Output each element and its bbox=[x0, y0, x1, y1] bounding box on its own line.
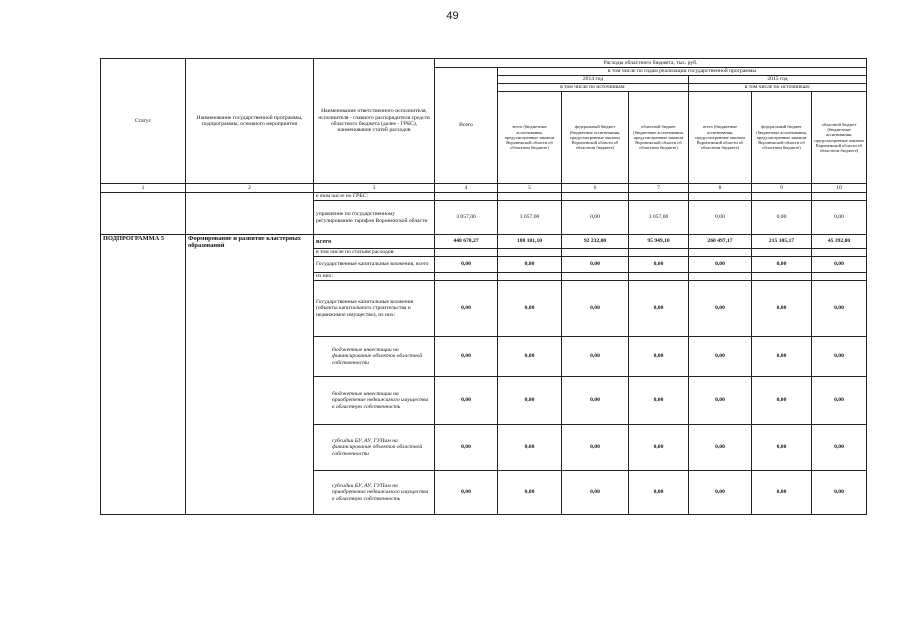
row-label-capital: Государственные капитальные вложения, всего bbox=[314, 257, 435, 273]
value-cell: 0,00 bbox=[689, 257, 752, 273]
value-cell: 0,00 bbox=[498, 471, 562, 515]
value-cell: 0,00 bbox=[498, 425, 562, 471]
header-year-2014: 2014 год bbox=[498, 76, 689, 84]
row-label-subsidy-acquisition: субсидии БУ, АУ, ГУПам на приобретение недвижимого имущества в областную собственность bbox=[314, 471, 435, 515]
value-cell: 0,00 bbox=[629, 337, 689, 377]
value-cell: 0,00 bbox=[435, 425, 498, 471]
value-cell: 0,00 bbox=[752, 377, 812, 425]
value-cell: 95 949,10 bbox=[629, 235, 689, 249]
subprogram-status: ПОДПРОГРАММА 5 bbox=[101, 235, 186, 515]
value-cell: 0,00 bbox=[689, 201, 752, 235]
value-cell: 0,00 bbox=[629, 257, 689, 273]
value-cell: 3 057,00 bbox=[629, 201, 689, 235]
value-cell: 45 392,00 bbox=[812, 235, 867, 249]
header-program-name: Наименование государственной программы, подпрограммы, основного мероприятия bbox=[186, 59, 314, 184]
value-cell: 0,00 bbox=[812, 257, 867, 273]
value-cell: 0,00 bbox=[435, 377, 498, 425]
header-executor: Наименование ответственного исполнителя, исполнителя - главного распорядителя средств областного бюджета (далее - ГРБС), наименование статей расходов bbox=[314, 59, 435, 184]
header-expenses-title: Расходы областного бюджета, тыс. руб. bbox=[435, 59, 867, 68]
col-number: 9 bbox=[752, 184, 812, 193]
budget-table bbox=[100, 58, 867, 515]
header-incl-years: в том числе по годам реализации государственной программы bbox=[498, 68, 867, 76]
value-cell: 0,00 bbox=[562, 425, 629, 471]
value-cell: 0,00 bbox=[689, 337, 752, 377]
column-numbers-row bbox=[101, 184, 867, 193]
value-cell: 0,00 bbox=[812, 471, 867, 515]
header-col6: федеральный бюджет (бюджетные ассигнования, предусмотренные законом Воронежской области об областном бюджете) bbox=[562, 92, 629, 184]
value-cell: 3 057,00 bbox=[435, 201, 498, 235]
col-number: 1 bbox=[101, 184, 186, 193]
value-cell: 0,00 bbox=[562, 257, 629, 273]
value-cell: 0,00 bbox=[562, 201, 629, 235]
header-sources-2015: в том числе по источникам: bbox=[689, 84, 867, 92]
value-cell: 0,00 bbox=[812, 337, 867, 377]
value-cell: 0,00 bbox=[812, 201, 867, 235]
value-cell: 3 057,00 bbox=[498, 201, 562, 235]
value-cell: 92 232,00 bbox=[562, 235, 629, 249]
table-row bbox=[101, 235, 867, 249]
value-cell: 0,00 bbox=[752, 471, 812, 515]
value-cell: 0,00 bbox=[752, 201, 812, 235]
value-cell: 260 497,17 bbox=[689, 235, 752, 249]
value-cell: 448 678,27 bbox=[435, 235, 498, 249]
value-cell: 0,00 bbox=[498, 281, 562, 337]
col-number: 2 bbox=[186, 184, 314, 193]
value-cell: 0,00 bbox=[752, 257, 812, 273]
row-label-tariff: управление по государственному регулированию тарифов Воронежской области bbox=[314, 201, 435, 235]
header-total: Всего bbox=[435, 68, 498, 184]
value-cell: 0,00 bbox=[562, 377, 629, 425]
value-cell: 0,00 bbox=[812, 377, 867, 425]
row-label-total: всего bbox=[314, 235, 435, 249]
row-label-subsidy-financing: субсидии БУ, АУ, ГУПам на финансирование объектов областной собственности bbox=[314, 425, 435, 471]
header-col10: областной бюджет (бюджетные ассигнования, предусмотренные законом Воронежской области об областном бюджете) bbox=[812, 92, 867, 184]
subprogram-name: Формирование и развитие кластерных образований bbox=[186, 235, 314, 515]
value-cell: 0,00 bbox=[689, 425, 752, 471]
col-number: 8 bbox=[689, 184, 752, 193]
value-cell: 0,00 bbox=[562, 337, 629, 377]
header-col5: всего (бюджетные ассигнования, предусмотренные законом Воронежской области об областном бюджете) bbox=[498, 92, 562, 184]
value-cell: 0,00 bbox=[435, 471, 498, 515]
header-col9: федеральный бюджет (бюджетные ассигнования, предусмотренные законом Воронежской области об областном бюджете) bbox=[752, 92, 812, 184]
col-number: 10 bbox=[812, 184, 867, 193]
header-col7: областной бюджет (бюджетные ассигнования, предусмотренные законом Воронежской области об областном бюджете) bbox=[629, 92, 689, 184]
value-cell: 0,00 bbox=[752, 337, 812, 377]
value-cell: 0,00 bbox=[689, 281, 752, 337]
col-number: 4 bbox=[435, 184, 498, 193]
row-label-budget-invest-acquisition: бюджетные инвестиции на приобретение недвижимого имущества в областную собственность bbox=[314, 377, 435, 425]
value-cell: 0,00 bbox=[812, 425, 867, 471]
value-cell: 0,00 bbox=[498, 257, 562, 273]
row-label-capital-objects: Государственные капитальные вложения (объекты капитального строительства и недвижимое имущество), из них: bbox=[314, 281, 435, 337]
value-cell: 0,00 bbox=[812, 281, 867, 337]
value-cell: 0,00 bbox=[562, 281, 629, 337]
col-number: 3 bbox=[314, 184, 435, 193]
value-cell: 215 105,17 bbox=[752, 235, 812, 249]
value-cell: 0,00 bbox=[689, 471, 752, 515]
header-year-2015: 2015 год bbox=[689, 76, 867, 84]
header-status: Статус bbox=[101, 59, 186, 184]
header-sources-2014: в том числе по источникам: bbox=[498, 84, 689, 92]
col-number: 7 bbox=[629, 184, 689, 193]
value-cell: 0,00 bbox=[629, 281, 689, 337]
value-cell: 0,00 bbox=[689, 377, 752, 425]
value-cell: 0,00 bbox=[435, 257, 498, 273]
value-cell: 0,00 bbox=[435, 281, 498, 337]
value-cell: 0,00 bbox=[752, 425, 812, 471]
value-cell: 0,00 bbox=[435, 337, 498, 377]
value-cell: 0,00 bbox=[629, 425, 689, 471]
col-number: 6 bbox=[562, 184, 629, 193]
of-them-label: из них: bbox=[314, 273, 435, 281]
grbs-label: в том числе по ГРБС: bbox=[314, 193, 435, 201]
row-label-budget-invest-financing: бюджетные инвестиции на финансирование объектов областной собственности bbox=[314, 337, 435, 377]
header-col8: всего (бюджетные ассигнования, предусмотренные законом Воронежской области об областном бюджете) bbox=[689, 92, 752, 184]
value-cell: 188 181,10 bbox=[498, 235, 562, 249]
articles-label: в том числе по статьям расходов: bbox=[314, 249, 435, 257]
value-cell: 0,00 bbox=[562, 471, 629, 515]
value-cell: 0,00 bbox=[629, 471, 689, 515]
value-cell: 0,00 bbox=[498, 377, 562, 425]
page-number: 49 bbox=[446, 10, 459, 22]
col-number: 5 bbox=[498, 184, 562, 193]
value-cell: 0,00 bbox=[498, 337, 562, 377]
value-cell: 0,00 bbox=[752, 281, 812, 337]
value-cell: 0,00 bbox=[629, 377, 689, 425]
